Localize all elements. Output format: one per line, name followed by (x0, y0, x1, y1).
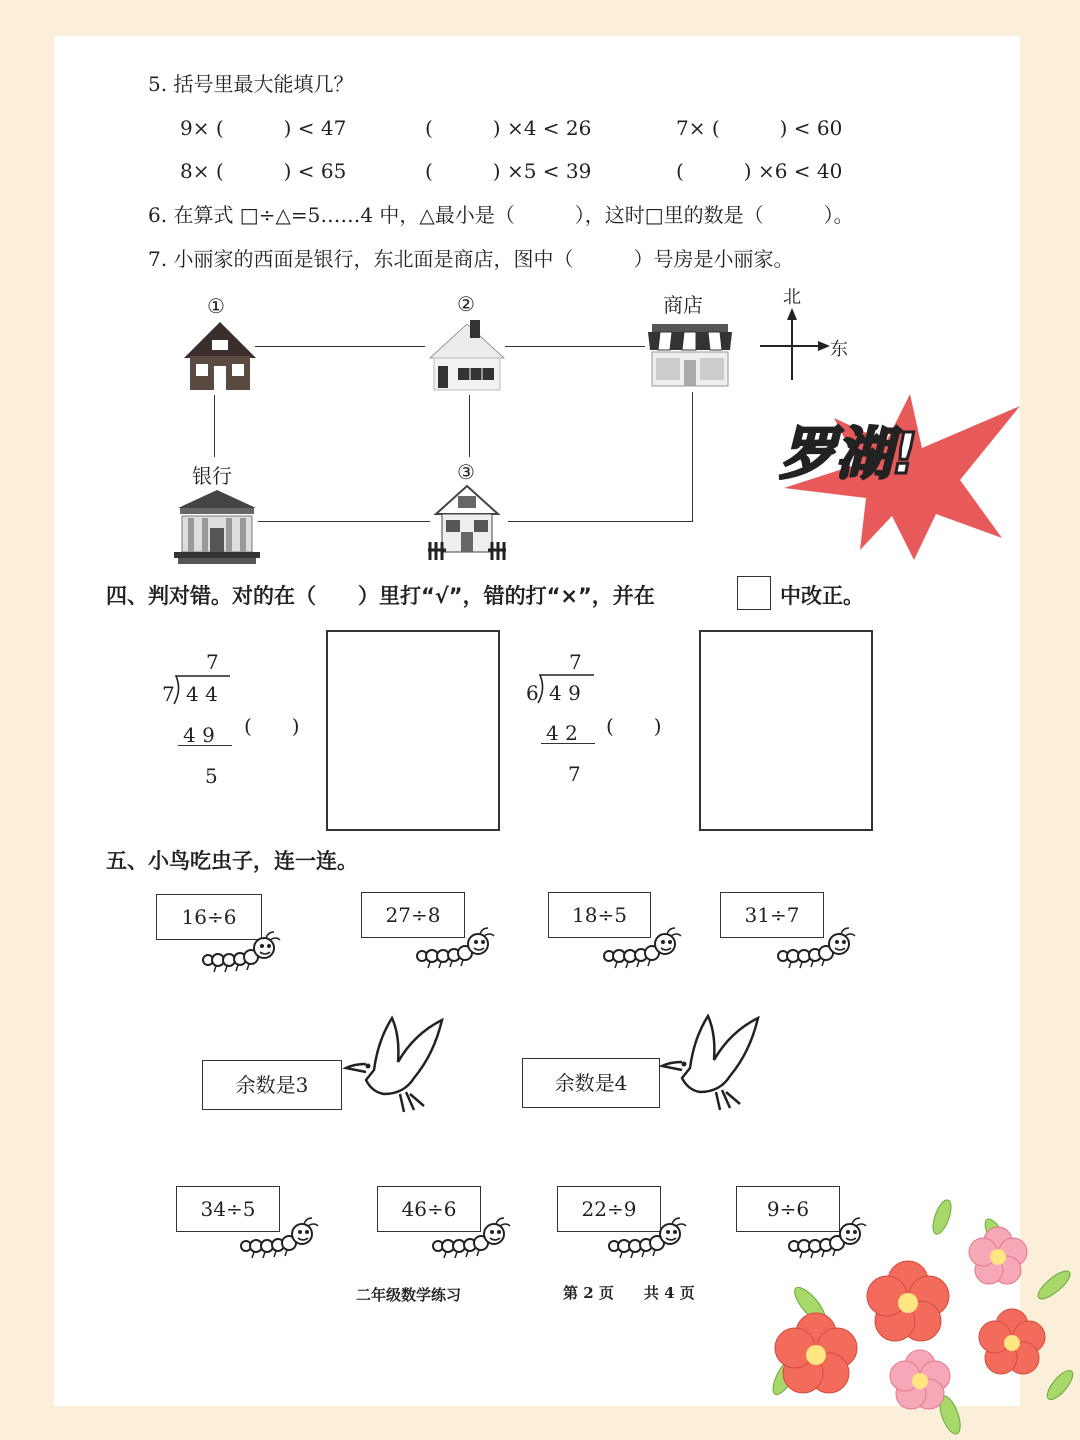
caterpillar-icon (777, 928, 857, 972)
expr-box-top[interactable]: 16÷6 (156, 894, 262, 940)
footer-page: 第 2 页 共 4 页 (563, 1284, 695, 1302)
flower-decoration-icon (760, 1195, 1080, 1440)
caterpillar-icon (608, 1218, 688, 1262)
house2-label: ② (457, 292, 475, 316)
q5-title: 5. 括号里最大能填几？ (148, 72, 354, 96)
house3-label: ③ (457, 460, 475, 484)
expr-box-bottom[interactable]: 22÷9 (557, 1186, 661, 1232)
map-road (258, 521, 430, 522)
div2-quotient: 7 (569, 650, 582, 674)
caterpillar-icon (432, 1218, 512, 1262)
q6-text: 6. 在算式 □÷△=5……4 中，△最小是（ ），这时□里的数是（ ）。 (148, 203, 854, 227)
bird-box[interactable]: 余数是3 (202, 1060, 342, 1110)
map-road (508, 521, 692, 522)
bank-icon (172, 488, 262, 566)
caterpillar-icon (416, 928, 496, 972)
expr-box-bottom[interactable]: 34÷5 (176, 1186, 280, 1232)
expr-box-top[interactable]: 18÷5 (548, 892, 651, 938)
div2-line (541, 743, 595, 744)
shop-icon (646, 322, 734, 388)
map-road (214, 395, 215, 457)
div2-dividend: 4 9 (549, 681, 581, 705)
q5-item: 8× ( ) < 65 (180, 159, 347, 183)
sec4-title: 四、判对错。对的在（ ）里打“√”，错的打“×”，并在 (106, 584, 655, 608)
q5-item: 7× ( ) < 60 (676, 116, 843, 140)
map-road (692, 392, 693, 522)
q5-item: ( ) ×4 < 26 (425, 116, 592, 140)
map-road (255, 346, 425, 347)
footer-title: 二年级数学练习 (356, 1286, 462, 1304)
q5-item: 9× ( ) < 47 (180, 116, 347, 140)
house1-label: ① (207, 294, 225, 318)
div1-dividend: 4 4 (186, 682, 218, 706)
stamp-text: 罗湖! (780, 422, 918, 487)
expr-box-bottom[interactable]: 9÷6 (736, 1186, 840, 1232)
div2-answer-paren[interactable]: ( ) (606, 714, 662, 738)
correction-box-icon (737, 576, 771, 610)
expr-box-bottom[interactable]: 46÷6 (377, 1186, 481, 1232)
house3-icon (428, 484, 506, 562)
shop-label: 商店 (663, 293, 703, 317)
div1-divisor: 7 (162, 682, 175, 706)
div1-answer-paren[interactable]: ( ) (244, 714, 300, 738)
div1-remainder: 5 (205, 764, 218, 788)
div1-quotient: 7 (206, 650, 219, 674)
sec4-title-end: 中改正。 (780, 584, 864, 608)
div1-line (178, 745, 232, 746)
north-label: 北 (783, 287, 801, 308)
bank-label: 银行 (192, 464, 232, 488)
bird-icon (660, 1008, 764, 1112)
expr-box-top[interactable]: 31÷7 (720, 892, 824, 938)
compass-icon (760, 308, 830, 383)
div2-remainder: 7 (568, 762, 581, 786)
q5-item: ( ) ×5 < 39 (425, 159, 592, 183)
bird-box[interactable]: 余数是4 (522, 1058, 660, 1108)
caterpillar-icon (202, 932, 282, 976)
house2-icon (428, 318, 506, 394)
div2-correction-box[interactable] (699, 630, 873, 831)
div2-product: 4 2 (546, 721, 578, 745)
caterpillar-icon (240, 1218, 320, 1262)
div1-product: 4 9 (183, 723, 215, 747)
east-label: 东 (830, 339, 848, 360)
map-road (469, 395, 470, 457)
house1-icon (182, 320, 258, 392)
bird-icon (344, 1010, 448, 1114)
div2-divisor: 6 (526, 681, 539, 705)
q5-item: ( ) ×6 < 40 (676, 159, 843, 183)
q7-text: 7. 小丽家的西面是银行，东北面是商店，图中（ ）号房是小丽家。 (148, 247, 794, 271)
expr-box-top[interactable]: 27÷8 (361, 892, 465, 938)
div1-correction-box[interactable] (326, 630, 500, 831)
sec5-title: 五、小鸟吃虫子，连一连。 (106, 849, 358, 873)
map-road (505, 346, 645, 347)
caterpillar-icon (603, 928, 683, 972)
